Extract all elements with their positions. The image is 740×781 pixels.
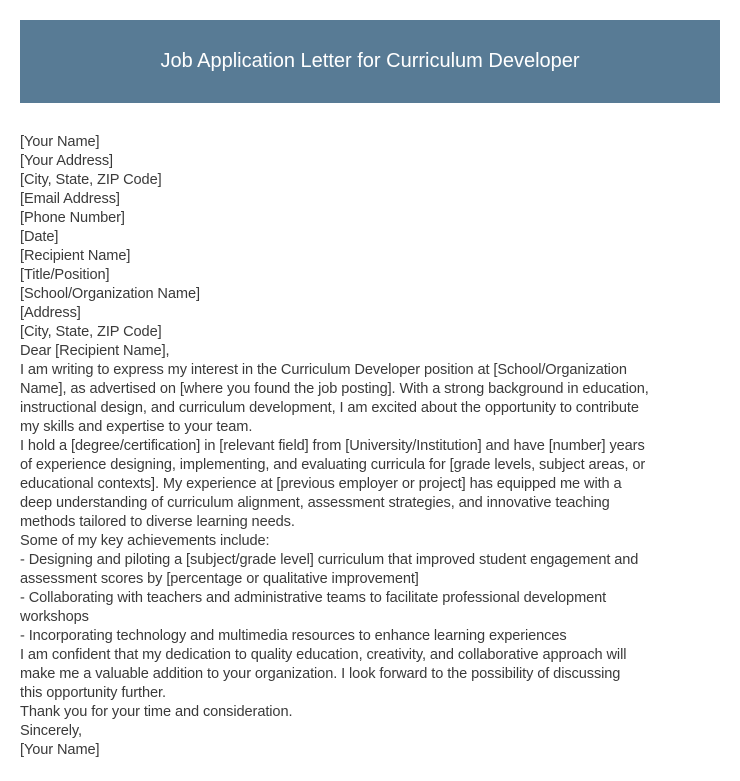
sender-city-state-zip: [City, State, ZIP Code]: [20, 172, 162, 188]
intro-paragraph-line: instructional design, and curriculum development, I am excited about the opportunity to contribute: [20, 400, 639, 416]
salutation: Dear [Recipient Name],: [20, 343, 170, 359]
sender-address: [Your Address]: [20, 153, 113, 169]
experience-paragraph-line: of experience designing, implementing, and evaluating curricula for [grade levels, subject areas, or: [20, 457, 646, 473]
recipient-city-state-zip: [City, State, ZIP Code]: [20, 324, 162, 340]
achievement-item: - Collaborating with teachers and administrative teams to facilitate professional development: [20, 590, 607, 606]
recipient-name: [Recipient Name]: [20, 248, 131, 264]
experience-paragraph-line: educational contexts]. My experience at [previous employer or project] has equipped me with a: [20, 476, 622, 492]
closing-paragraph-line: make me a valuable addition to your organization. I look forward to the possibility of discussing: [20, 666, 621, 682]
sender-phone: [Phone Number]: [20, 210, 125, 226]
sender-email: [Email Address]: [20, 191, 120, 207]
recipient-organization: [School/Organization Name]: [20, 286, 200, 302]
sign-off: Sincerely,: [20, 723, 82, 739]
recipient-address: [Address]: [20, 305, 81, 321]
achievements-heading: Some of my key achievements include:: [20, 533, 270, 549]
achievement-item: workshops: [20, 609, 89, 625]
thank-you-line: Thank you for your time and consideration.: [20, 704, 293, 720]
signature-name: [Your Name]: [20, 742, 100, 758]
closing-paragraph-line: I am confident that my dedication to quality education, creativity, and collaborative approach will: [20, 647, 627, 663]
achievement-item: assessment scores by [percentage or qualitative improvement]: [20, 571, 419, 587]
experience-paragraph-line: I hold a [degree/certification] in [relevant field] from [University/Institution] and have [number] years: [20, 438, 645, 454]
intro-paragraph-line: my skills and expertise to your team.: [20, 419, 253, 435]
achievement-item: - Designing and piloting a [subject/grade level] curriculum that improved student engagement and: [20, 552, 639, 568]
experience-paragraph-line: methods tailored to diverse learning needs.: [20, 514, 295, 530]
recipient-title: [Title/Position]: [20, 267, 110, 283]
letter-date: [Date]: [20, 229, 59, 245]
page-title: Job Application Letter for Curriculum Developer: [160, 50, 580, 72]
achievement-item: - Incorporating technology and multimedia resources to enhance learning experiences: [20, 628, 567, 644]
intro-paragraph-line: I am writing to express my interest in the Curriculum Developer position at [School/Organization: [20, 362, 627, 378]
sender-name: [Your Name]: [20, 134, 100, 150]
letter-body: [20, 133, 725, 760]
page-title-banner: [20, 20, 720, 103]
closing-paragraph-line: this opportunity further.: [20, 685, 166, 701]
intro-paragraph-line: Name], as advertised on [where you found the job posting]. With a strong background in education,: [20, 381, 649, 397]
experience-paragraph-line: deep understanding of curriculum alignment, assessment strategies, and innovative teaching: [20, 495, 610, 511]
